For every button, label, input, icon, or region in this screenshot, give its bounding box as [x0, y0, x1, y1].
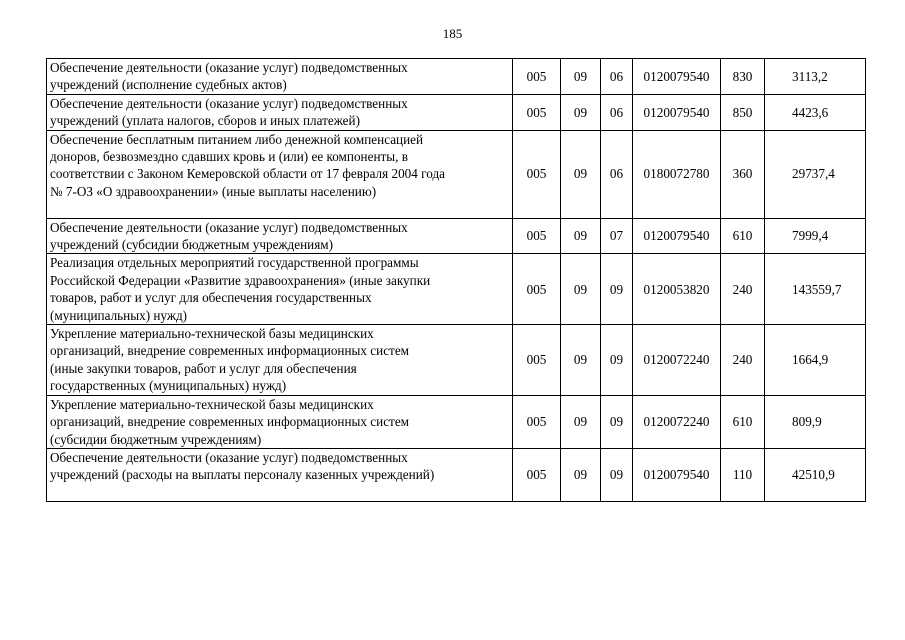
table-row — [47, 130, 866, 218]
row-name-cell — [47, 254, 513, 325]
subsection-cell: 06 — [601, 59, 633, 95]
row-name-line — [50, 484, 509, 501]
table-row — [47, 59, 866, 95]
subsection-cell: 09 — [601, 254, 633, 325]
row-name-line: (субсидии бюджетным учреждениям) — [50, 431, 262, 447]
table-body — [47, 59, 866, 502]
subsection-cell: 09 — [601, 448, 633, 501]
row-name-line: учреждений (субсидии бюджетным учреждениям) — [50, 237, 334, 253]
page-number: 185 — [442, 26, 463, 41]
table-row — [47, 395, 866, 448]
amount-cell: 7999,4 — [765, 218, 866, 254]
row-name-line: организаций, внедрение современных информационных систем — [50, 414, 410, 430]
row-name-line: доноров, безвозмездно сдавших кровь и (или) ее компоненты, в — [50, 149, 408, 165]
table-row — [47, 254, 866, 325]
row-name-line: Российской Федерации «Развитие здравоохранения» (иные закупки — [50, 272, 431, 288]
section-cell: 09 — [561, 325, 601, 396]
section-cell: 09 — [561, 59, 601, 95]
table-row — [47, 218, 866, 254]
ved-cell: 005 — [513, 94, 561, 130]
budget-table — [46, 58, 866, 502]
ved-cell: 005 — [513, 448, 561, 501]
section-cell: 09 — [561, 94, 601, 130]
row-name-cell — [47, 448, 513, 501]
row-name-line: соответствии с Законом Кемеровской области от 17 февраля 2004 года — [50, 166, 446, 182]
target-article-cell: 0120079540 — [633, 94, 721, 130]
row-name-cell — [47, 130, 513, 218]
row-name-line: Обеспечение деятельности (оказание услуг) подведомственных — [50, 219, 408, 235]
section-cell: 09 — [561, 448, 601, 501]
target-article-cell: 0120079540 — [633, 59, 721, 95]
expense-type-cell: 360 — [721, 130, 765, 218]
subsection-cell: 09 — [601, 395, 633, 448]
row-name-line: № 7-ОЗ «О здравоохранении» (иные выплаты населению) — [50, 183, 377, 199]
expense-type-cell: 610 — [721, 218, 765, 254]
target-article-cell: 0180072780 — [633, 130, 721, 218]
expense-type-cell: 610 — [721, 395, 765, 448]
subsection-cell: 06 — [601, 130, 633, 218]
ved-cell: 005 — [513, 59, 561, 95]
ved-cell: 005 — [513, 218, 561, 254]
row-name-line: учреждений (исполнение судебных актов) — [50, 77, 287, 93]
section-cell: 09 — [561, 130, 601, 218]
ved-cell: 005 — [513, 130, 561, 218]
target-article-cell: 0120072240 — [633, 395, 721, 448]
row-name-cell — [47, 218, 513, 254]
row-name-line: организаций, внедрение современных информационных систем — [50, 343, 410, 359]
table-row — [47, 325, 866, 396]
amount-cell: 42510,9 — [765, 448, 866, 501]
amount-cell: 3113,2 — [765, 59, 866, 95]
ved-cell: 005 — [513, 325, 561, 396]
row-name-line: (муниципальных) нужд) — [50, 307, 188, 323]
target-article-cell: 0120079540 — [633, 218, 721, 254]
ved-cell: 005 — [513, 395, 561, 448]
target-article-cell: 0120072240 — [633, 325, 721, 396]
ved-cell: 005 — [513, 254, 561, 325]
section-cell: 09 — [561, 395, 601, 448]
row-name-line: Реализация отдельных мероприятий государственной программы — [50, 255, 419, 271]
table-row — [47, 94, 866, 130]
section-cell: 09 — [561, 254, 601, 325]
expense-type-cell: 830 — [721, 59, 765, 95]
row-name-cell — [47, 395, 513, 448]
row-name-cell — [47, 325, 513, 396]
amount-cell: 1664,9 — [765, 325, 866, 396]
row-name-line: Укрепление материально-технической базы медицинских — [50, 396, 374, 412]
subsection-cell: 09 — [601, 325, 633, 396]
row-name-line: Обеспечение деятельности (оказание услуг) подведомственных — [50, 95, 408, 111]
amount-cell: 809,9 — [765, 395, 866, 448]
subsection-cell: 06 — [601, 94, 633, 130]
row-name-cell — [47, 59, 513, 95]
expense-type-cell: 240 — [721, 325, 765, 396]
amount-cell: 4423,6 — [765, 94, 866, 130]
subsection-cell: 07 — [601, 218, 633, 254]
expense-type-cell: 850 — [721, 94, 765, 130]
row-name-line: товаров, работ и услуг для обеспечения государственных — [50, 290, 372, 306]
expense-type-cell: 110 — [721, 448, 765, 501]
expense-type-cell: 240 — [721, 254, 765, 325]
row-name-line: учреждений (расходы на выплаты персоналу казенных учреждений) — [50, 467, 435, 483]
row-name-line: Укрепление материально-технической базы медицинских — [50, 326, 374, 342]
target-article-cell: 0120053820 — [633, 254, 721, 325]
row-name-line: Обеспечение деятельности (оказание услуг) подведомственных — [50, 449, 408, 465]
target-article-cell: 0120079540 — [633, 448, 721, 501]
row-name-line: Обеспечение бесплатным питанием либо денежной компенсацией — [50, 131, 424, 147]
row-name-line: Обеспечение деятельности (оказание услуг) подведомственных — [50, 60, 408, 75]
row-name-line: государственных (муниципальных) нужд) — [50, 378, 287, 394]
amount-cell: 29737,4 — [765, 130, 866, 218]
amount-cell: 143559,7 — [765, 254, 866, 325]
table-row — [47, 448, 866, 501]
row-name-cell — [47, 94, 513, 130]
row-name-line — [50, 200, 509, 217]
section-cell: 09 — [561, 218, 601, 254]
row-name-line: учреждений (уплата налогов, сборов и иных платежей) — [50, 113, 360, 129]
row-name-line: (иные закупки товаров, работ и услуг для обеспечения — [50, 360, 357, 376]
